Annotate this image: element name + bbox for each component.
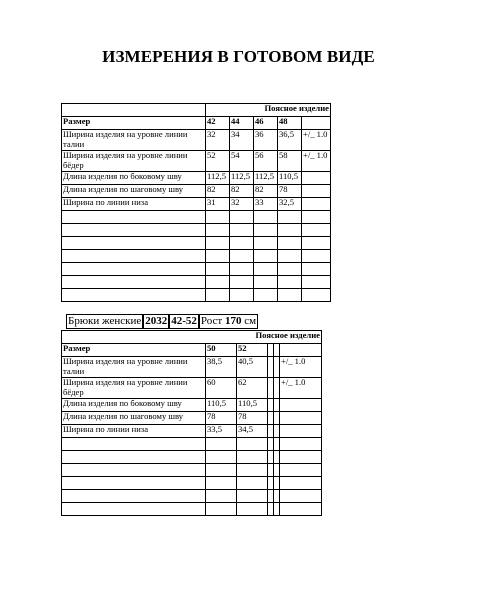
empty-row [62, 289, 331, 302]
empty-row [62, 477, 322, 490]
tolerance-cell: +/_ 1.0 [302, 130, 331, 151]
value-cell: 32,5 [278, 198, 302, 211]
row-label: Ширина изделия на уровне линии бёдер [62, 151, 206, 172]
value-cell: 78 [278, 185, 302, 198]
value-cell: 62 [237, 378, 268, 399]
value-cell: 110,5 [206, 399, 237, 412]
value-cell: 36 [254, 130, 278, 151]
value-cell: 34,5 [237, 425, 268, 438]
empty-row [62, 490, 322, 503]
value-cell: 31 [206, 198, 230, 211]
value-cell: 54 [230, 151, 254, 172]
value-cell: 33,5 [206, 425, 237, 438]
value-cell: 56 [254, 151, 278, 172]
measurements-table-1 [61, 103, 331, 302]
size-range: 42-52 [171, 315, 197, 327]
size-label: Размер [62, 344, 206, 357]
value-cell: 110,5 [237, 399, 268, 412]
row-label: Длина изделия по боковому шву [62, 399, 206, 412]
size-cell: 44 [230, 117, 254, 130]
group-header: Поясное изделие [62, 331, 322, 344]
value-cell: 110,5 [278, 172, 302, 185]
table-row [62, 172, 331, 185]
size-cell: 48 [278, 117, 302, 130]
empty-row [62, 451, 322, 464]
value-cell: 38,5 [206, 357, 237, 378]
size-row [62, 344, 322, 357]
empty-row [62, 438, 322, 451]
value-cell: 36,5 [278, 130, 302, 151]
value-cell: 40,5 [237, 357, 268, 378]
empty-cell [302, 117, 331, 130]
value-cell: 78 [206, 412, 237, 425]
tolerance-cell [302, 172, 331, 185]
table-row [62, 357, 322, 378]
table-row [62, 412, 322, 425]
empty-row [62, 224, 331, 237]
table-header-row [62, 104, 331, 117]
value-cell: 32 [230, 198, 254, 211]
row-label: Ширина изделия на уровне линии талии [62, 357, 206, 378]
page-title: ИЗМЕРЕНИЯ В ГОТОВОМ ВИДЕ [102, 47, 375, 66]
tolerance-cell [280, 399, 322, 412]
row-label: Ширина по линии низа [62, 198, 206, 211]
value-cell: 82 [206, 185, 230, 198]
row-label: Длина изделия по шаговому шву [62, 185, 206, 198]
table-header-row [62, 331, 322, 344]
table-row [62, 198, 331, 211]
empty-cell [280, 344, 322, 357]
row-label: Длина изделия по шаговому шву [62, 412, 206, 425]
size-row [62, 117, 331, 130]
table-row [62, 399, 322, 412]
value-cell: 52 [206, 151, 230, 172]
row-label: Длина изделия по боковому шву [62, 172, 206, 185]
height-value: 170 [224, 315, 242, 327]
value-cell: 33 [254, 198, 278, 211]
table-row [62, 185, 331, 198]
tolerance-cell: +/_ 1.0 [280, 357, 322, 378]
measurements-table-2 [61, 330, 322, 516]
row-label: Ширина по линии низа [62, 425, 206, 438]
size-cell: 42 [206, 117, 230, 130]
tolerance-cell [280, 425, 322, 438]
tolerance-cell: +/_ 1.0 [280, 378, 322, 399]
size-cell: 50 [206, 344, 237, 357]
table-row [62, 378, 322, 399]
empty-row [62, 276, 331, 289]
product-name: Брюки женские [68, 315, 142, 327]
value-cell: 34 [230, 130, 254, 151]
model-number: 2032 [145, 315, 168, 327]
value-cell: 112,5 [206, 172, 230, 185]
size-cell: 46 [254, 117, 278, 130]
group-header: Поясное изделие [206, 104, 331, 117]
empty-row [62, 263, 331, 276]
product-caption [66, 314, 258, 329]
tolerance-cell [302, 198, 331, 211]
height-unit: см [244, 315, 257, 327]
empty-row [62, 237, 331, 250]
value-cell: 58 [278, 151, 302, 172]
size-cell: 52 [237, 344, 268, 357]
size-label: Размер [62, 117, 206, 130]
value-cell: 82 [230, 185, 254, 198]
tolerance-cell [280, 412, 322, 425]
value-cell: 60 [206, 378, 237, 399]
empty-row [62, 211, 331, 224]
value-cell: 112,5 [254, 172, 278, 185]
tolerance-cell: +/_ 1.0 [302, 151, 331, 172]
row-label: Ширина изделия на уровне линии талии [62, 130, 206, 151]
value-cell: 32 [206, 130, 230, 151]
table-row [62, 151, 331, 172]
value-cell: 112,5 [230, 172, 254, 185]
value-cell: 82 [254, 185, 278, 198]
value-cell: 78 [237, 412, 268, 425]
tolerance-cell [302, 185, 331, 198]
empty-row [62, 464, 322, 477]
empty-row [62, 503, 322, 516]
height-label: Рост [200, 315, 223, 327]
empty-cell [62, 104, 206, 117]
empty-row [62, 250, 331, 263]
table-row [62, 130, 331, 151]
row-label: Ширина изделия на уровне линии бёдер [62, 378, 206, 399]
table-row [62, 425, 322, 438]
